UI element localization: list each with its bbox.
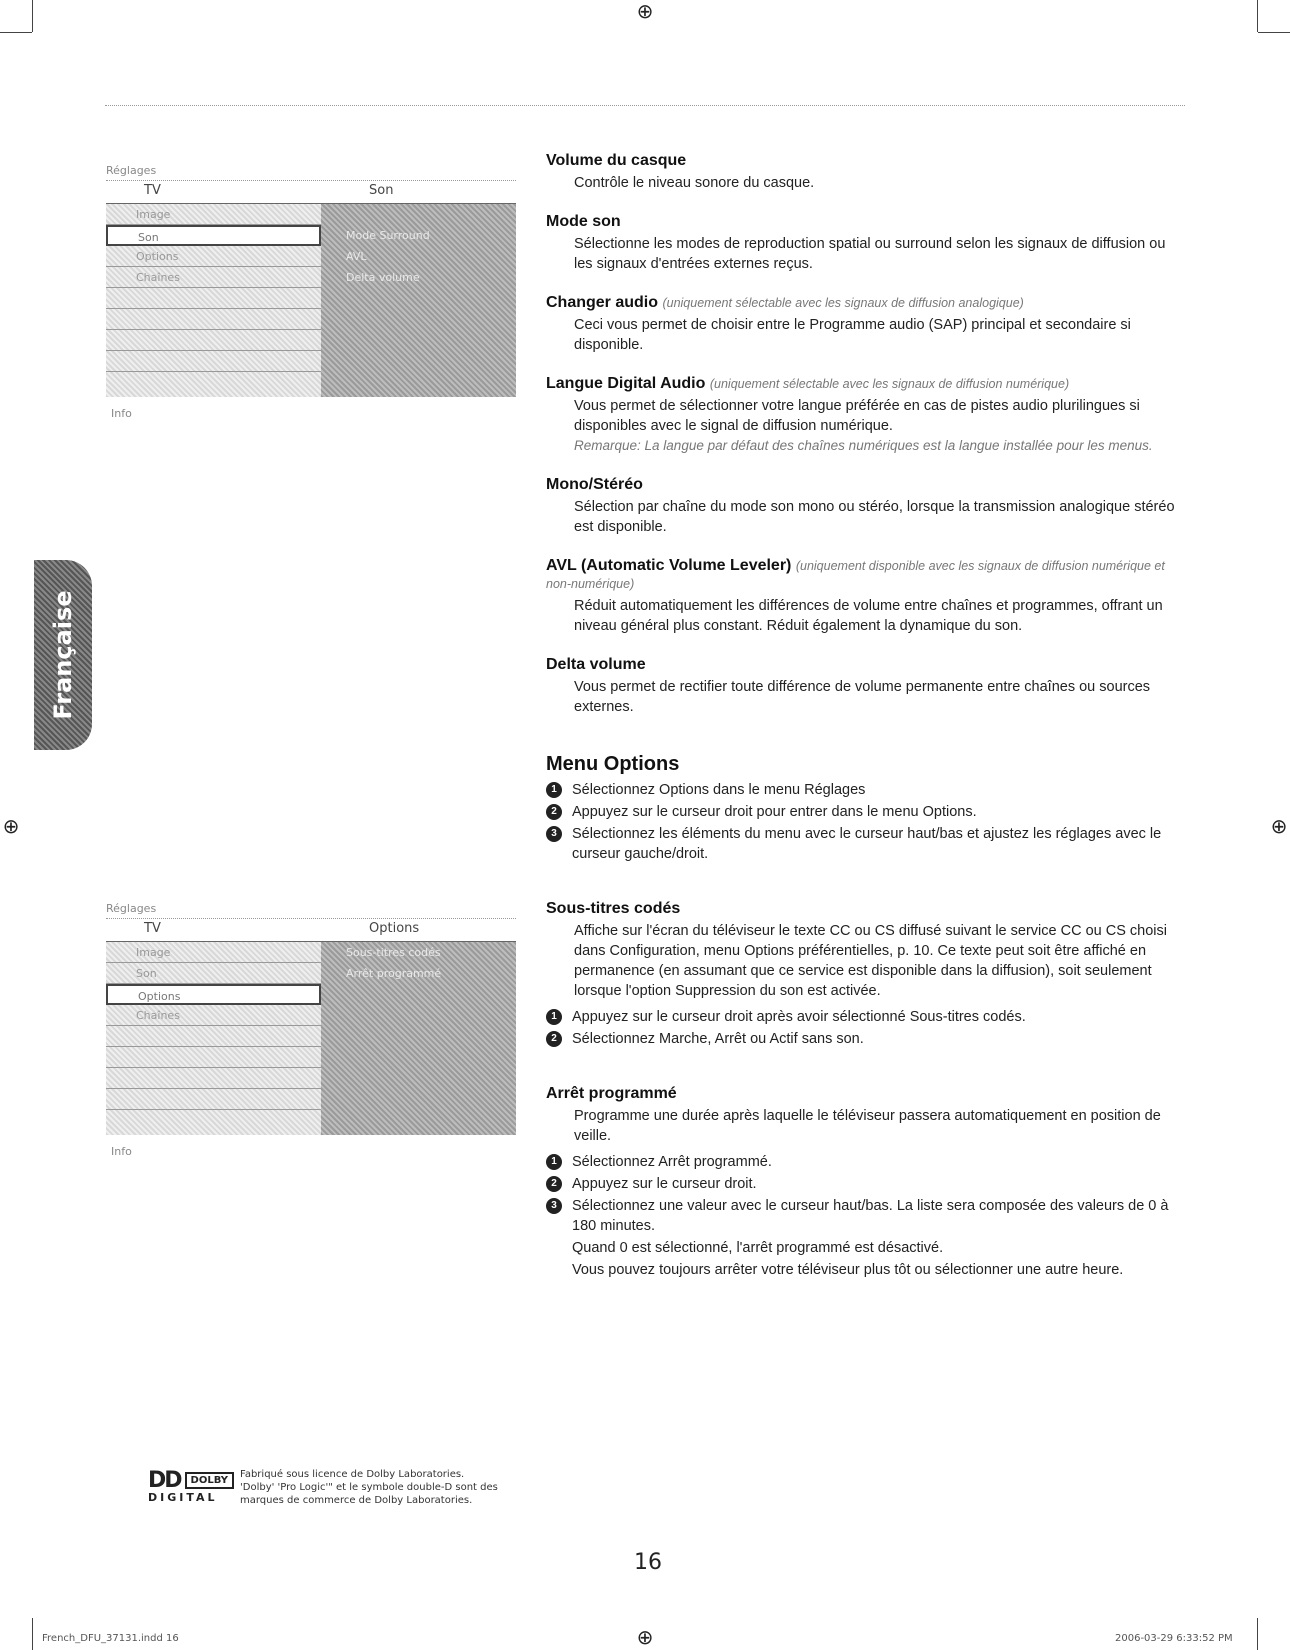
- menu-item: Chaînes: [106, 267, 321, 288]
- language-side-tab: [34, 560, 92, 750]
- menu-subitem: Mode Surround: [346, 229, 430, 242]
- dolby-logo-digital: DIGITAL: [148, 1491, 218, 1504]
- section-volume-casque: [546, 152, 1186, 193]
- crop-mark: [0, 32, 32, 33]
- menu-breadcrumb: Réglages: [106, 902, 516, 919]
- section-title: [546, 656, 1186, 674]
- menu-options-heading: Menu Options: [546, 753, 680, 775]
- menu-item: [106, 330, 321, 351]
- section-title-text: Mono/Stéréo: [546, 476, 643, 493]
- step-text: Sélectionnez une valeur avec le curseur haut/bas. La liste sera composée des valeurs de 0 à 180 minutes.: [572, 1198, 1169, 1234]
- step-number-icon: 2: [546, 1031, 562, 1047]
- footer-filename: French_DFU_37131.indd 16: [42, 1633, 179, 1644]
- menu-item-selected: Options: [106, 984, 321, 1005]
- menu-panel: [106, 204, 516, 397]
- double-d-icon: DD: [148, 1468, 181, 1493]
- section-title-text: Langue Digital Audio: [546, 375, 706, 392]
- section-body: Vous permet de sélectionner votre langue préférée en cas de pistes audio plurilingues si disponibles avec le signal de diffusion numérique.: [574, 398, 1140, 434]
- step-item: [546, 1174, 1186, 1194]
- menu-item: [106, 1068, 321, 1089]
- section-note: (uniquement sélectable avec les signaux de diffusion numérique): [709, 377, 1070, 391]
- step-extra-text: Vous pouvez toujours arrêter votre téléviseur plus tôt ou sélectionner une autre heure.: [572, 1262, 1124, 1278]
- section-note: (uniquement sélectable avec les signaux de diffusion analogique): [662, 296, 1024, 310]
- step-number-icon: 1: [546, 782, 562, 798]
- crop-mark: [1257, 0, 1258, 32]
- section-body: Ceci vous permet de choisir entre le Programme audio (SAP) principal et secondaire si disponible.: [574, 317, 1131, 353]
- menu-item: [106, 288, 321, 309]
- menu-col-right: Son: [369, 183, 394, 198]
- section-title: [546, 476, 1186, 494]
- menu-info: Info: [111, 407, 132, 420]
- section-title-text: Delta volume: [546, 656, 646, 673]
- step-item: [546, 824, 1186, 864]
- dolby-line: marques de commerce de Dolby Laboratories.: [240, 1495, 473, 1506]
- menu-item: [106, 351, 321, 372]
- section-title: Arrêt programmé: [546, 1085, 677, 1102]
- section-title: Sous-titres codés: [546, 900, 681, 917]
- step-number-icon: 3: [546, 1198, 562, 1214]
- registration-mark-icon: ⊕: [2, 814, 20, 838]
- dolby-digital-logo: [148, 1468, 236, 1504]
- crop-mark: [32, 0, 33, 32]
- menu-item: [106, 1026, 321, 1047]
- section-langue-digital-audio: [546, 375, 1186, 456]
- step-number-icon: 3: [546, 826, 562, 842]
- menu-col-right: Options: [369, 921, 420, 936]
- crop-mark: [1257, 1618, 1258, 1650]
- step-extra: [546, 1238, 1186, 1258]
- step-number-icon: 2: [546, 1176, 562, 1192]
- step-text: Sélectionnez Options dans le menu Réglages: [572, 782, 866, 798]
- step-number-icon: 1: [546, 1009, 562, 1025]
- registration-mark-icon: ⊕: [636, 1625, 654, 1649]
- menu-item: Chaînes: [106, 1005, 321, 1026]
- section-body: Affiche sur l'écran du téléviseur le texte CC ou CS diffusé suivant le service CC ou CS choisi dans Configuration, menu Options préférentielles, p. 10. Ce texte peut soit être affiché en permanence (en assumant que ce service est disponible dans la diffusion), soit seulement lorsque l'option Suppression du son est activée.: [574, 923, 1167, 999]
- step-item: [546, 1007, 1186, 1027]
- section-delta-volume: [546, 656, 1186, 717]
- menu-column-heads: [106, 921, 516, 942]
- menu-item: Image: [106, 204, 321, 225]
- menu-item: [106, 1089, 321, 1110]
- main-content: [546, 152, 1186, 1282]
- menu-screenshot-options: [106, 902, 516, 1158]
- section-body: Réduit automatiquement les différences de volume entre chaînes et programmes, offrant un niveau général plus constant. Réduit également la dynamique du son.: [574, 598, 1163, 634]
- section-body: Programme une durée après laquelle le téléviseur passera automatiquement en position de veille.: [574, 1108, 1161, 1144]
- menu-left-list: [106, 942, 321, 1135]
- menu-subitem: Sous-titres codés: [346, 946, 441, 959]
- menu-item: Options: [106, 246, 321, 267]
- step-number-icon: 1: [546, 1154, 562, 1170]
- step-number-icon: 2: [546, 804, 562, 820]
- step-item: [546, 1196, 1186, 1236]
- menu-breadcrumb: Réglages: [106, 164, 516, 181]
- section-title: [546, 294, 1186, 312]
- section-title-text: Volume du casque: [546, 152, 687, 169]
- menu-info: Info: [111, 1145, 132, 1158]
- menu-subitem: AVL: [346, 250, 367, 263]
- section-arret-programme: [546, 1085, 1186, 1146]
- menu-item: [106, 309, 321, 330]
- section-body: Vous permet de rectifier toute différence de volume permanente entre chaînes ou sources externes.: [574, 679, 1151, 715]
- menu-right-list: [321, 942, 516, 1135]
- dolby-line: Fabriqué sous licence de Dolby Laboratories.: [240, 1469, 465, 1480]
- step-text: Sélectionnez Marche, Arrêt ou Actif sans son.: [572, 1031, 864, 1047]
- section-title: [546, 152, 1186, 170]
- step-extra: [546, 1260, 1186, 1280]
- section-title-text: AVL (Automatic Volume Leveler): [546, 557, 792, 574]
- section-title-text: Changer audio: [546, 294, 659, 311]
- step-extra-text: Quand 0 est sélectionné, l'arrêt programmé est désactivé.: [572, 1240, 944, 1256]
- section-mode-son: [546, 213, 1186, 274]
- top-rule: [105, 105, 1185, 106]
- step-item: [546, 1152, 1186, 1172]
- step-text: Sélectionnez les éléments du menu avec le curseur haut/bas et ajustez les réglages avec le curseur gauche/droit.: [572, 826, 1162, 862]
- step-text: Appuyez sur le curseur droit après avoir sélectionné Sous-titres codés.: [572, 1009, 1026, 1025]
- menu-col-left: TV: [144, 183, 161, 198]
- crop-mark: [32, 1618, 33, 1650]
- menu-column-heads: [106, 183, 516, 204]
- section-sous-titres: [546, 900, 1186, 1001]
- menu-subitem: Arrêt programmé: [346, 967, 442, 980]
- section-title-text: Mode son: [546, 213, 621, 230]
- registration-mark-icon: ⊕: [636, 0, 654, 23]
- dolby-legal-text: [240, 1468, 560, 1507]
- dolby-line: 'Dolby' 'Pro Logic'" et le symbole double-D sont des: [240, 1482, 498, 1493]
- menu-panel: [106, 942, 516, 1135]
- section-title: [546, 557, 1186, 593]
- step-text: Appuyez sur le curseur droit.: [572, 1176, 757, 1192]
- menu-subitem: [321, 204, 516, 225]
- section-title: [546, 213, 1186, 231]
- menu-screenshot-son: [106, 164, 516, 420]
- section-avl: [546, 557, 1186, 636]
- section-remark: Remarque: La langue par défaut des chaînes numériques est la langue installée pour les menus.: [574, 438, 1153, 453]
- menu-subitem: Delta volume: [346, 271, 420, 284]
- step-item: [546, 780, 1186, 800]
- dolby-logo-box: DOLBY: [185, 1472, 235, 1489]
- menu-col-left: TV: [144, 921, 161, 936]
- menu-item: [106, 1047, 321, 1068]
- footer-timestamp: 2006-03-29 6:33:52 PM: [1115, 1633, 1233, 1644]
- menu-item-selected: Son: [106, 225, 321, 246]
- step-item: [546, 1029, 1186, 1049]
- step-item: [546, 802, 1186, 822]
- section-title: [546, 375, 1186, 393]
- menu-item: Image: [106, 942, 321, 963]
- side-tab-label: Française: [49, 590, 77, 720]
- step-text: Sélectionnez Arrêt programmé.: [572, 1154, 772, 1170]
- step-text: Appuyez sur le curseur droit pour entrer dans le menu Options.: [572, 804, 977, 820]
- page-number: 16: [634, 1550, 662, 1575]
- section-body: Contrôle le niveau sonore du casque.: [574, 175, 815, 191]
- section-body: Sélection par chaîne du mode son mono ou stéréo, lorsque la transmission analogique stéréo est disponible.: [574, 499, 1175, 535]
- registration-mark-icon: ⊕: [1270, 814, 1288, 838]
- menu-left-list: [106, 204, 321, 397]
- menu-right-list: [321, 204, 516, 397]
- section-mono-stereo: [546, 476, 1186, 537]
- crop-mark: [1258, 32, 1290, 33]
- menu-item: Son: [106, 963, 321, 984]
- section-changer-audio: [546, 294, 1186, 355]
- section-note: (uniquement disponible avec les signaux de diffusion numérique et non-numérique): [546, 559, 1165, 591]
- section-body: Sélectionne les modes de reproduction spatial ou surround selon les signaux de diffusion ou les signaux d'entrées externes reçus.: [574, 236, 1166, 272]
